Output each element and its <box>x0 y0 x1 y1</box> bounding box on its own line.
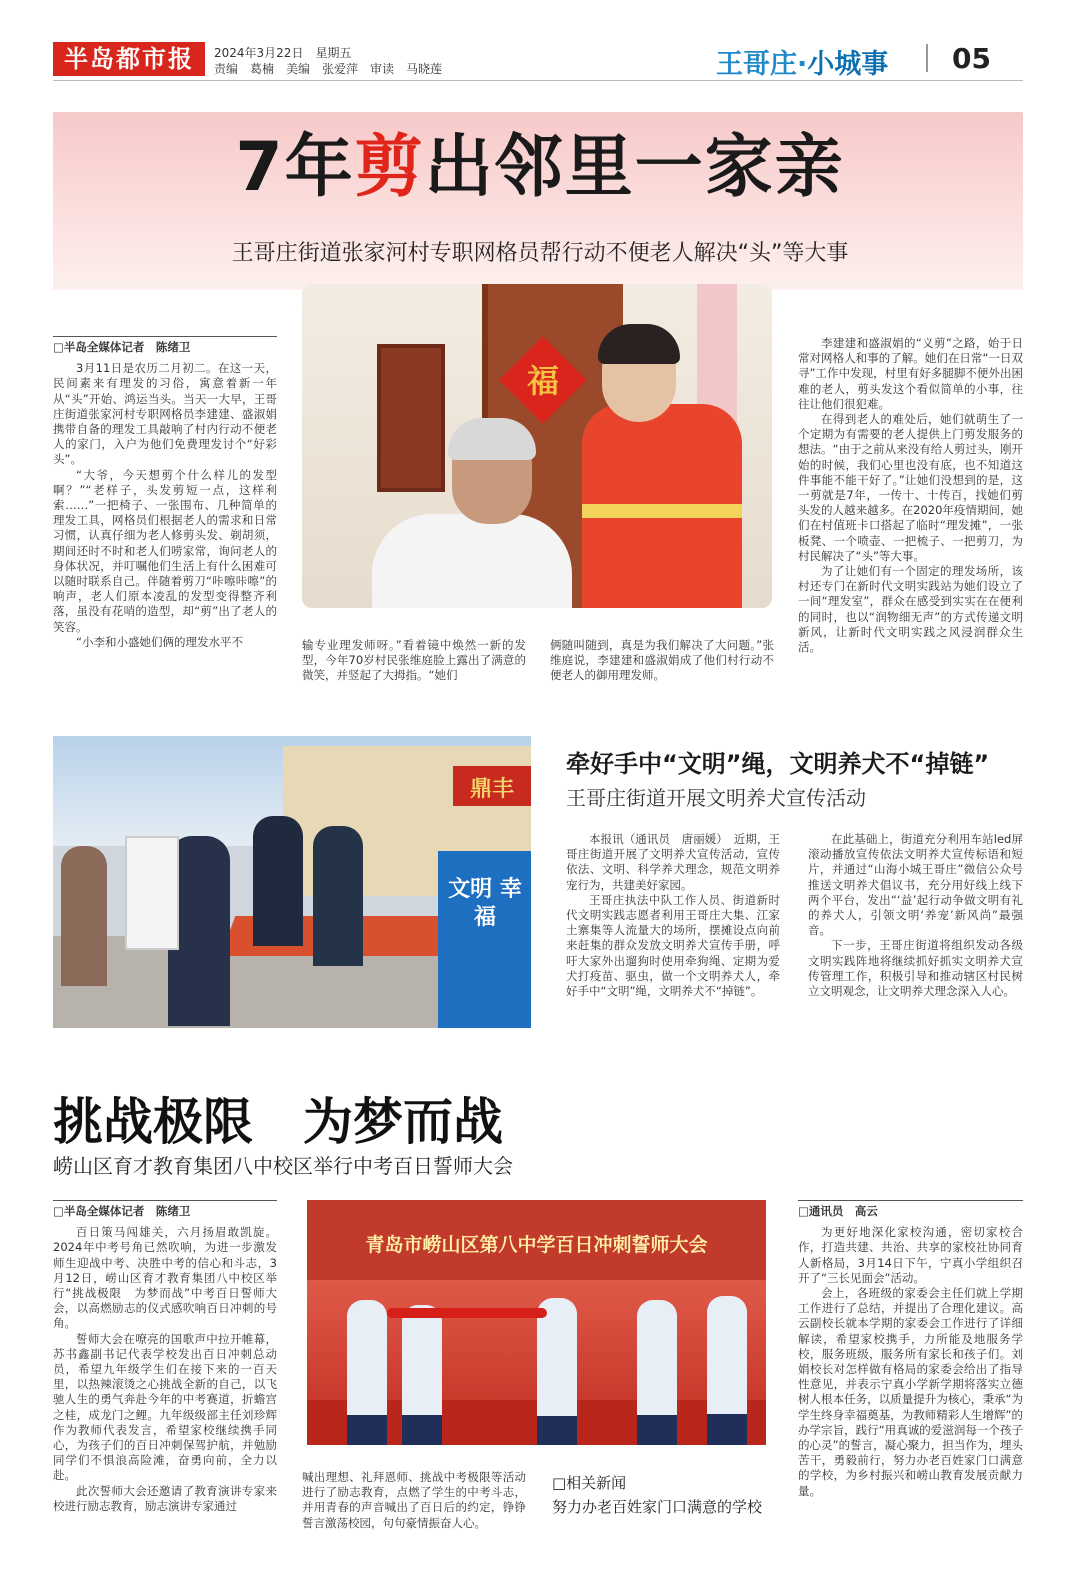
story2-photo-street <box>53 736 531 1028</box>
story3-right-byline: □通讯员 高云 <box>798 1200 1023 1219</box>
photo-red-ribbon <box>387 1308 547 1318</box>
editors-line: 责编 葛楠 美编 张爱萍 审读 马晓莲 <box>214 62 443 76</box>
story2-subtitle: 王哥庄街道开展文明养犬宣传活动 <box>566 786 866 810</box>
photo-student-2 <box>402 1305 442 1445</box>
related-news-title: 努力办老百姓家门口满意的学校 <box>552 1498 763 1516</box>
story1-col1-p1: 3月11日是农历二月初二。在这一天，民间素来有理发的习俗，寓意着新一年从“头”开始、鸿运当头。当天一大早，王哥庄街道张家河村专职网格员李建建、盛淑娟携带自备的理发工具敲响了村内行动不便老人的家门，入户为他们免费理发讨个“好彩头”。 <box>53 361 277 467</box>
photo-elder-cape <box>372 514 572 608</box>
story1-col4-p1: 李建建和盛淑娟的“义剪”之路，始于日常对网格人和事的了解。她们在日常“一日双寻”工作中发现，村里有好多腿脚不便外出困难的老人，剪头发这个看似简单的小事，往往让他们很犯难。 <box>798 336 1023 411</box>
story3-col1-p1: 百日策马闯雄关，六月扬眉敢凯旋。2024年中考号角已然吹响，为进一步激发师生迎战中考、决胜中考的信心和斗志，3月12日，崂山区育才教育集团八中校区举行“挑战极限 为梦而战”中考百日誓师大会，以高燃励志的仪式感吹响百日冲刺的号角。 <box>53 1225 277 1331</box>
section-title-a: 王哥庄· <box>716 49 808 80</box>
photo-worker-stripe <box>582 504 742 518</box>
section-divider <box>926 44 928 72</box>
story3-col2 <box>302 1470 526 1531</box>
story3-col1-p2: 誓师大会在嘹亮的国歌声中拉开帷幕，苏书鑫副书记代表学校发出百日冲刺总动员，希望九年级学生们在接下来的一百天里，以热辣滚烫之心挑战全新的自己，以飞驰人生的勇气奔赴今年的中考赛道，折蟾宫之桂，成龙门之鲤。九年级级部主任刘珍辉作为教师代表发言，希望家校继续携手同心，为孩子们的百日冲刺保驾护航，并勉励同学们不惧浪高险滩，奋勇向前，全力以赴。 <box>53 1331 277 1483</box>
photo-student-5 <box>707 1296 747 1445</box>
page-number: 05 <box>952 42 991 75</box>
story1-col1 <box>53 336 277 650</box>
story2-col2-p1: 在此基础上，街道充分利用车站led屏滚动播放宣传依法文明养犬宣传标语和短片，并通过“山海小城王哥庄”微信公众号推送文明养犬倡议书，充分用好线上线下两个平台，发出“‘益’起行动争做文明有礼的养犬人，引领文明‘养宠’新风尚”最强音。 <box>808 832 1023 938</box>
photo-student-4 <box>637 1300 677 1445</box>
story3-col2-p1: 喊出理想、礼拜恩师、挑战中考极限等活动进行了励志教育，点燃了学生的中考斗志，并用青春的声音喊出了百日后的约定，铮铮誓言激荡校园，句句豪情振奋人心。 <box>302 1470 526 1530</box>
photo-student-1 <box>347 1300 387 1445</box>
story1-byline: □半岛全媒体记者 陈绪卫 <box>53 336 277 355</box>
story2-col1-p1: 本报讯（通讯员 唐丽媛） 近期，王哥庄街道开展了文明养犬宣传活动，宣传依法、文明、科学养犬理念，规范文明养宠行为，共建美好家园。 <box>566 832 780 892</box>
story3-col1-p3: 此次誓师大会还邀请了教育演讲专家来校进行励志教育，励志演讲专家通过 <box>53 1483 277 1513</box>
story1-col3 <box>550 638 774 684</box>
story1-col3-p1: 俩随叫随到，真是为我们解决了大问题。”张维庭说，李建建和盛淑娟成了他们村行动不便老人的御用理发师。 <box>550 638 774 683</box>
story3-col1 <box>53 1200 277 1514</box>
fu-sign-text: 福 <box>526 362 559 400</box>
story1-title-a: 7年 <box>235 128 355 207</box>
photo-poster-stand <box>125 836 179 950</box>
issue-date: 2024年3月22日 星期五 <box>214 46 352 60</box>
photo-officer-1 <box>253 816 303 946</box>
story1-title <box>0 128 1080 208</box>
story3-title: 挑战极限 为梦而战 <box>53 1093 503 1151</box>
photo-bystander <box>61 846 107 986</box>
story2-col1-p2: 王哥庄执法中队工作人员、街道新时代文明实践志愿者利用王哥庄大集、江家土寨集等人流量大的场所，摆摊设点向前来赶集的群众发放文明养犬宣传手册，呼吁大家外出遛狗时使用牵狗绳、定期为爱犬打疫苗、驱虫，做一个文明养犬人，牵好手中“文明”绳，文明养犬不“掉链”。 <box>566 892 780 999</box>
story1-title-c: 出邻里一家亲 <box>424 128 845 207</box>
story3-subtitle: 崂山区育才教育集团八中校区举行中考百日誓师大会 <box>53 1154 513 1178</box>
photo-shop-sign-text: 鼎丰 <box>469 777 514 802</box>
photo-officer-2 <box>313 826 363 966</box>
story1-col4-p2: 在得到老人的难处后，她们就萌生了一个定期为有需要的老人提供上门剪发服务的想法。“由于之前从来没有给人剪过头，刚开始的时候，我们心里也没有底，也不知道这件事能不能干好了。”让她们没想到的是，这一剪就是7年，一传十、十传百，找她们剪头发的人越来越多。在2020年疫情期间，她们在村值班卡口搭起了临时“理发摊”，一张板凳、一个喷壶、一把梳子、一把剪刀，为村民解决了“头”等大事。 <box>798 412 1023 563</box>
section-title <box>716 42 888 81</box>
story1-title-b: 剪 <box>354 128 425 207</box>
story2-col1 <box>566 832 780 999</box>
photo-promo-board-text: 文明 幸福 <box>448 877 522 930</box>
story2-col2-p2: 下一步，王哥庄街道将组织发动各级文明实践阵地将继续抓好抓实文明养犬宣传管理工作，积极引导和推动辖区村民树立文明观念，让文明养犬理念深入人心。 <box>808 938 1023 999</box>
story1-col4-p3: 为了让她们有一个固定的理发场所，该村还专门在新时代文明实践站为她们设立了一间“理发室”，群众在感受到实实在在便利的同时，也以“润物细无声”的方式传递文明新风，让新时代文明实践之风浸润群众生活。 <box>798 564 1023 655</box>
newspaper-logo: 半岛都市报 <box>53 42 205 76</box>
related-news-label: □相关新闻 <box>552 1474 627 1492</box>
photo-elder-hair <box>448 418 536 460</box>
related-news <box>552 1472 777 1517</box>
story3-col3-p1: 为更好地深化家校沟通，密切家校合作，打造共建、共治、共享的家校社协同育人新格局，3月14日下午，宁真小学组织召开了“三长见面会”活动。 <box>798 1225 1023 1285</box>
story1-col2-p1: 输专业理发师呀。”看着镜中焕然一新的发型，今年70岁村民张维庭脸上露出了满意的微笑，并竖起了大拇指。“她们 <box>302 638 526 683</box>
story2-title: 牵好手中“文明”绳，文明养犬不“掉链” <box>566 750 990 778</box>
story2-col2 <box>808 832 1023 999</box>
masthead-rule <box>53 80 1023 81</box>
story1-col2 <box>302 638 526 684</box>
story1-col1-p2: “大爷，今天想剪个什么样儿的发型啊？”“老样子，头发剪短一点，这样利索……”一把椅子、一张围布、几种简单的理发工具，网格员们根据老人的需求和日常习惯，认真仔细为老人修剪头发、剃胡须，期间还时不时和老人们唠家常，询问老人的身体状况，并叮嘱他们生活上有什么困难可以随时联系自己。伴随着剪刀“咔嚓咔嚓”的响声，老人们原本凌乱的发型变得整齐利落，虽没有花哨的造型，却“剪”出了老人的笑容。 <box>53 467 277 634</box>
story1-subtitle: 王哥庄街道张家河村专职网格员帮行动不便老人解决“头”等大事 <box>231 241 849 266</box>
story1-col1-p3: “小李和小盛她们俩的理发水平不 <box>76 634 243 649</box>
story1-col4 <box>798 336 1023 655</box>
story3-byline: □半岛全媒体记者 陈绪卫 <box>53 1200 277 1219</box>
photo-banner: 青岛市崂山区第八中学百日冲刺誓师大会 <box>365 1234 708 1256</box>
section-title-b: 小城事 <box>807 49 889 80</box>
photo-door-left <box>377 344 445 492</box>
story3-col3 <box>798 1200 1023 1499</box>
story1-photo-haircut <box>302 284 772 608</box>
story3-col3-p2: 会上，各班级的家委会主任们就上学期工作进行了总结，并提出了合理化建议。高云副校长就本学期的家委会工作进行了详细解读，希望家校携手，力所能及地服务学校，服务班级，服务所有家长和孩子们。刘娟校长对怎样做有格局的家委会给出了指导性意见，并表示宁真小学新学期将落实立德树人根本任务，以质量提升为核心，秉承“为学生终身幸福奠基，为教师精彩人生增辉”的办学宗旨，践行“用真诚的爱滋润每一个孩子的心灵”的誓言，凝心聚力，担当作为，埋头苦干，勇毅前行，努力办老百姓家门口满意的学校，为乡村振兴和崂山教育发展贡献力量。 <box>798 1286 1023 1498</box>
story3-photo-rally <box>307 1200 766 1445</box>
photo-student-3 <box>537 1298 577 1445</box>
